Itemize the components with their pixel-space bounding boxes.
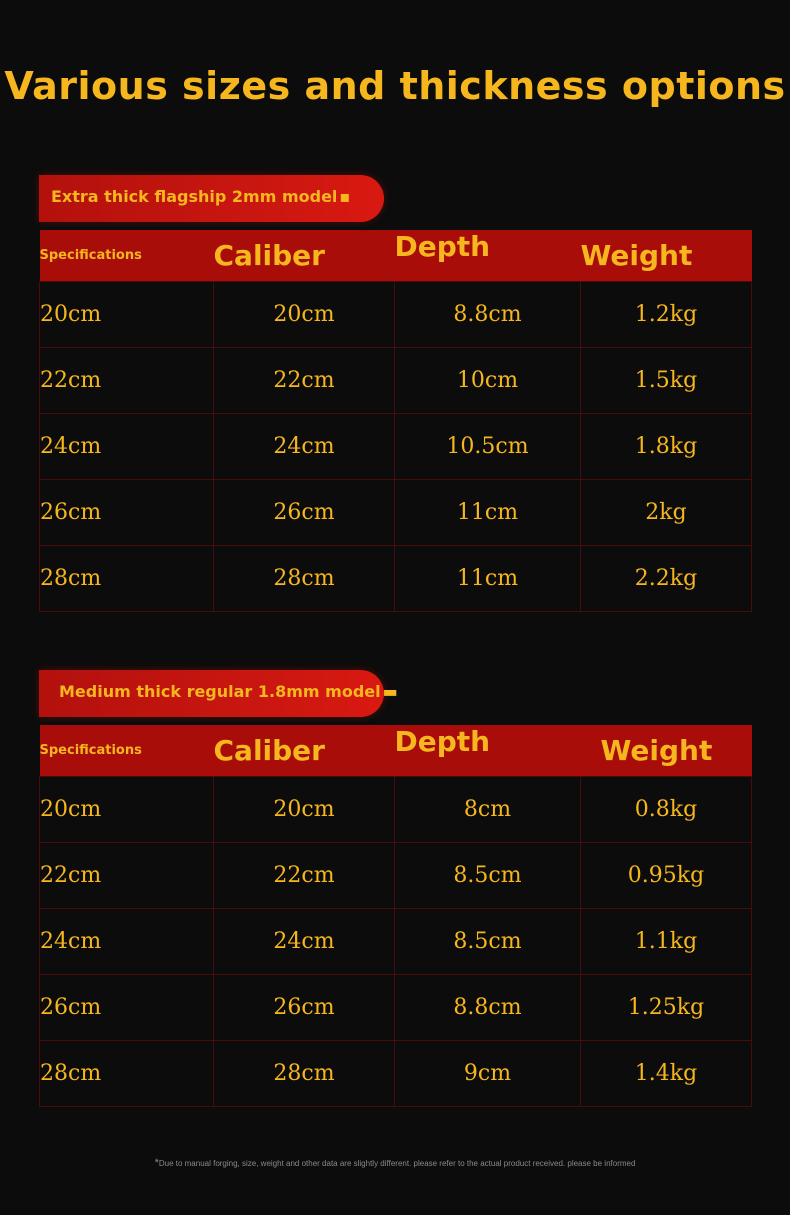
- cell-caliber: 20cm: [214, 282, 395, 348]
- spec-table: [39, 725, 752, 1107]
- dash-mark-icon: ▪: [339, 187, 351, 206]
- cell-depth: 11cm: [395, 546, 581, 612]
- cell-depth: 10cm: [395, 348, 581, 414]
- cell-specification: 22cm: [40, 843, 214, 909]
- cell-depth: 8.8cm: [395, 282, 581, 348]
- table-row: [40, 414, 752, 480]
- table-row: [40, 1041, 752, 1107]
- cell-caliber: 22cm: [214, 348, 395, 414]
- table-header-row: [40, 725, 752, 777]
- cell-depth: 11cm: [395, 480, 581, 546]
- table-row: [40, 282, 752, 348]
- header-caliber: Caliber: [214, 725, 395, 777]
- cell-caliber: 26cm: [214, 480, 395, 546]
- table-header-row: [40, 230, 752, 282]
- header-depth: Depth: [395, 725, 581, 777]
- cell-caliber: 28cm: [214, 1041, 395, 1107]
- cell-caliber: 26cm: [214, 975, 395, 1041]
- spec-section-medium-thick: [39, 670, 751, 1086]
- page-title: Various sizes and thickness options: [4, 64, 786, 108]
- cell-weight: 0.95kg: [581, 843, 752, 909]
- cell-specification: 26cm: [40, 480, 214, 546]
- cell-specification: 28cm: [40, 546, 214, 612]
- cell-specification: 24cm: [40, 909, 214, 975]
- cell-caliber: 24cm: [214, 414, 395, 480]
- cell-depth: 8cm: [395, 777, 581, 843]
- cell-specification: 22cm: [40, 348, 214, 414]
- footnote-text: Due to manual forging, size, weight and other data are slightly different. please refer to the actual product received. please be informed: [158, 1159, 636, 1168]
- cell-weight: 0.8kg: [581, 777, 752, 843]
- spec-section-extra-thick: [39, 175, 751, 591]
- header-weight: Weight: [581, 230, 752, 282]
- cell-weight: 2.2kg: [581, 546, 752, 612]
- cell-depth: 10.5cm: [395, 414, 581, 480]
- section-label-banner: [39, 670, 398, 717]
- header-caliber: Caliber: [214, 230, 395, 282]
- cell-depth: 8.8cm: [395, 975, 581, 1041]
- cell-weight: 1.25kg: [581, 975, 752, 1041]
- cell-specification: 20cm: [40, 282, 214, 348]
- header-depth: Depth: [395, 230, 581, 282]
- dash-mark-icon: ▬: [382, 682, 398, 701]
- cell-weight: 1.8kg: [581, 414, 752, 480]
- spec-table: [39, 230, 752, 612]
- table-row: [40, 777, 752, 843]
- header-specifications: Specifications: [40, 725, 214, 777]
- section-label: Extra thick flagship 2mm model ▪: [51, 187, 351, 206]
- table-row: [40, 909, 752, 975]
- footnote: [0, 1157, 790, 1169]
- section-label-banner: [39, 175, 384, 222]
- cell-depth: 9cm: [395, 1041, 581, 1107]
- table-row: [40, 348, 752, 414]
- table-row: [40, 975, 752, 1041]
- cell-weight: 2kg: [581, 480, 752, 546]
- header-specifications: Specifications: [40, 230, 214, 282]
- cell-caliber: 28cm: [214, 546, 395, 612]
- cell-weight: 1.5kg: [581, 348, 752, 414]
- cell-depth: 8.5cm: [395, 909, 581, 975]
- cell-caliber: 20cm: [214, 777, 395, 843]
- cell-specification: 20cm: [40, 777, 214, 843]
- cell-weight: 1.2kg: [581, 282, 752, 348]
- cell-specification: 26cm: [40, 975, 214, 1041]
- table-row: [40, 480, 752, 546]
- table-row: [40, 546, 752, 612]
- cell-weight: 1.4kg: [581, 1041, 752, 1107]
- header-weight: Weight: [581, 725, 752, 777]
- cell-weight: 1.1kg: [581, 909, 752, 975]
- cell-specification: 24cm: [40, 414, 214, 480]
- cell-specification: 28cm: [40, 1041, 214, 1107]
- cell-caliber: 24cm: [214, 909, 395, 975]
- footnote-mark: *: [154, 1157, 159, 1169]
- section-label: Medium thick regular 1.8mm model ▬: [59, 682, 398, 701]
- cell-caliber: 22cm: [214, 843, 395, 909]
- table-row: [40, 843, 752, 909]
- cell-depth: 8.5cm: [395, 843, 581, 909]
